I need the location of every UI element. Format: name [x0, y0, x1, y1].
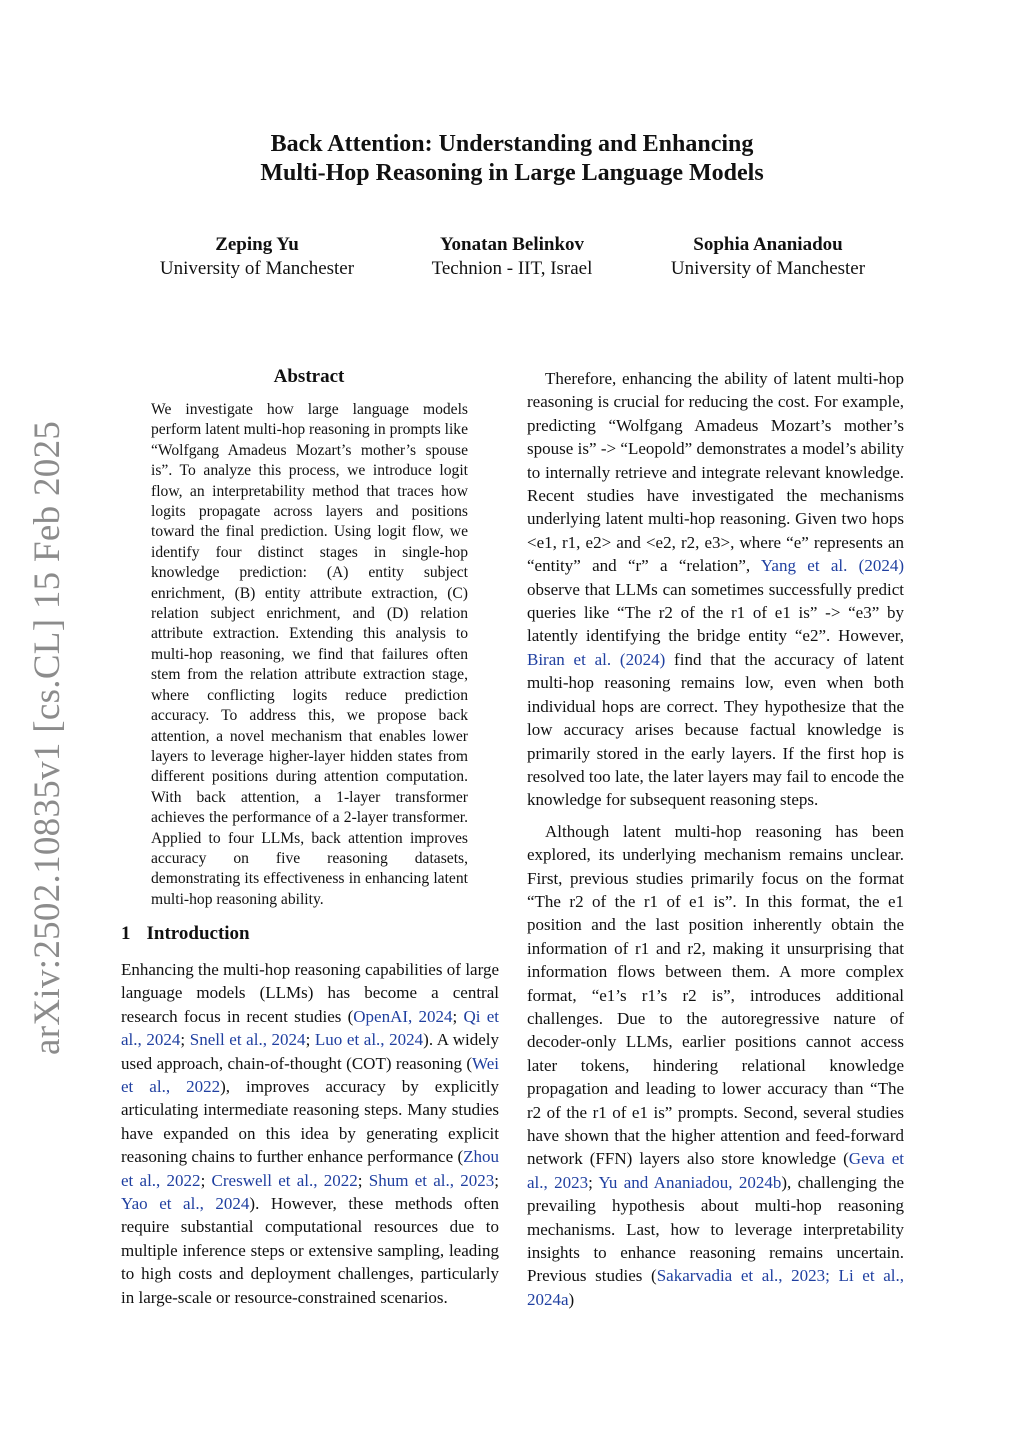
author-block [140, 233, 374, 281]
text-run: observe that LLMs can sometimes successfully predict queries like “The r2 of the r1 of e1 is” -> “e3” by latently identifying the bridge entity “e2”. However, [527, 579, 904, 646]
text-run: ; [357, 1170, 369, 1190]
intro-paragraph-1 [121, 958, 499, 1309]
text-run: ). A widely used approach, chain-of-thought (COT) reasoning ( [121, 1030, 499, 1073]
author-name: Zeping Yu [215, 234, 299, 255]
citation-link[interactable]: Creswell et al., 2022 [211, 1170, 358, 1190]
abstract-heading: Abstract [273, 366, 345, 387]
citation-link[interactable]: Snell et al., 2024 [189, 1030, 306, 1050]
text-run: Therefore, enhancing the ability of latent multi-hop reasoning is crucial for reducing the cost. For example, predicting “Wolfgang Amadeus Mozart’s mother’s spouse is” -> “Leopold” demonstrates a model’s ability to internally retrieve and integrate relevant knowledge. Recent studies have investigated the mechanisms underlying latent multi-hop reasoning. Given two hops <e1, r1, e2> and <e2, r2, e3>, where “e” represents an “entity” and “r” a “relation”, [527, 369, 904, 576]
text-run: find that the accuracy of latent multi-hop reasoning remains low, even when both individual hops are correct. They hypothesize that the low accuracy arises because factual knowledge is primarily stored in the early layers. If the first hop is resolved too late, the later layers may fail to encode the knowledge for subsequent reasoning steps. [527, 649, 904, 810]
text-run: ; [200, 1170, 212, 1190]
citation-link[interactable]: Luo et al., 2024 [314, 1030, 424, 1050]
abstract-text: We investigate how large language models perform latent multi-hop reasoning in prompts like “Wolfgang Amadeus Mozart’s mother’s spouse is”. To analyze this process, we introduce logit flow, an interpretability method that traces how logits propagate across layers and positions toward the final prediction. Using logit flow, we identify four distinct stages in single-hop knowledge prediction: (A) entity subject enrichment, (B) entity attribute extraction, (C) relation subject enrichment, and (D) relation attribute extraction. Extending this analysis to multi-hop reasoning, we find that failures often stem from the relation attribute extraction stage, where conflicting logits reduce prediction accuracy. To address this, we propose back attention, a novel mechanism that enables lower layers to leverage higher-layer hidden states from different positions during attention computation. With back attention, a 1-layer transformer achieves the performance of a 2-layer transformer. Applied to four LLMs, back attention improves accuracy on five reasoning datasets, demonstrating its effectiveness in enhancing latent multi-hop reasoning ability. [151, 401, 469, 908]
right-column [527, 367, 904, 1311]
section-number: 1 [121, 923, 131, 944]
text-run: ; [494, 1170, 499, 1190]
citation-link[interactable]: Qi et al., 2024 [121, 1006, 499, 1050]
paper-title [150, 130, 874, 188]
intro-paragraph-2 [527, 367, 904, 812]
citation-link[interactable]: Yao et al., 2024 [121, 1194, 250, 1214]
text-run: Enhancing the multi-hop reasoning capabilities of large language models (LLMs) has become a central research focus in recent studies ( [121, 960, 499, 1026]
author-affiliation: University of Manchester [159, 258, 355, 279]
citation-link[interactable]: Shum et al., 2023 [368, 1170, 495, 1190]
citation-link[interactable]: Zhou et al., 2022 [121, 1147, 499, 1190]
citation-link[interactable]: OpenAI, 2024 [353, 1006, 453, 1026]
section-title: Introduction [146, 923, 250, 944]
section-heading-introduction [121, 923, 499, 945]
citation-link[interactable]: Biran et al. (2024) [527, 649, 666, 669]
text-run: ; [588, 1172, 599, 1192]
author-affiliation: Technion - IIT, Israel [431, 258, 593, 279]
text-run: Although latent multi-hop reasoning has been explored, its underlying mechanism remains unclear. First, previous studies primarily focus on the format “The r2 of the r1 of e1 is”. In this format, the e1 position and the last position inherently obtain the information of r1 and r2, making it unsurprising that information flows between them. A more complex format, “e1’s r1’s r2 is”, introduces additional challenges. Due to the autoregressive nature of decoder-only LLMs, earlier positions cannot access later tokens, hindering relational knowledge propagation and leading to lower accuracy than “The r2 of the r1 of e1 is” prompts. Second, several studies have shown that the higher attention and feed-forward network (FFN) layers also store knowledge ( [527, 821, 904, 1169]
text-run: ), improves accuracy by explicitly articulating intermediate reasoning steps. Many studies have expanded on this idea by generating explicit reasoning chains to further enhance performance ( [121, 1077, 499, 1167]
text-run: ) [568, 1289, 575, 1309]
author-block [400, 233, 624, 281]
text-run: ; [305, 1030, 315, 1050]
author-block [650, 233, 886, 281]
author-name: Yonatan Belinkov [439, 234, 585, 255]
citation-link[interactable]: Sakarvadia et al., 2023; Li et al., 2024a [527, 1266, 904, 1309]
author-affiliation: University of Manchester [670, 258, 866, 279]
text-run: ; [180, 1030, 190, 1050]
intro-paragraph-3 [527, 820, 904, 1312]
text-run: ; [452, 1006, 464, 1026]
author-name: Sophia Ananiadou [693, 234, 843, 255]
citation-link[interactable]: Yang et al. (2024) [760, 556, 905, 576]
text-run: ). However, these methods often require substantial computational resources due to multiple inference steps or extensive sampling, leading to high costs and deployment challenges, particularly in large-scale or resource-constrained scenarios. [121, 1194, 499, 1307]
citation-link[interactable]: Wei et al., 2022 [121, 1053, 499, 1097]
title-line-2: Multi-Hop Reasoning in Large Language Models [260, 160, 764, 186]
citation-link[interactable]: Yu and Ananiadou, 2024b [598, 1172, 782, 1192]
citation-link[interactable]: Geva et al., 2023 [527, 1149, 904, 1192]
text-run: ), challenging the prevailing hypothesis about multi-hop reasoning mechanisms. Last, how to leverage interpretability insights to enhance reasoning remains uncertain. Previous studies ( [527, 1172, 904, 1286]
arxiv-identifier-stamp: arXiv:2502.10835v1 [cs.CL] 15 Feb 2025 [27, 420, 68, 1055]
title-line-1: Back Attention: Understanding and Enhancing [270, 131, 754, 157]
